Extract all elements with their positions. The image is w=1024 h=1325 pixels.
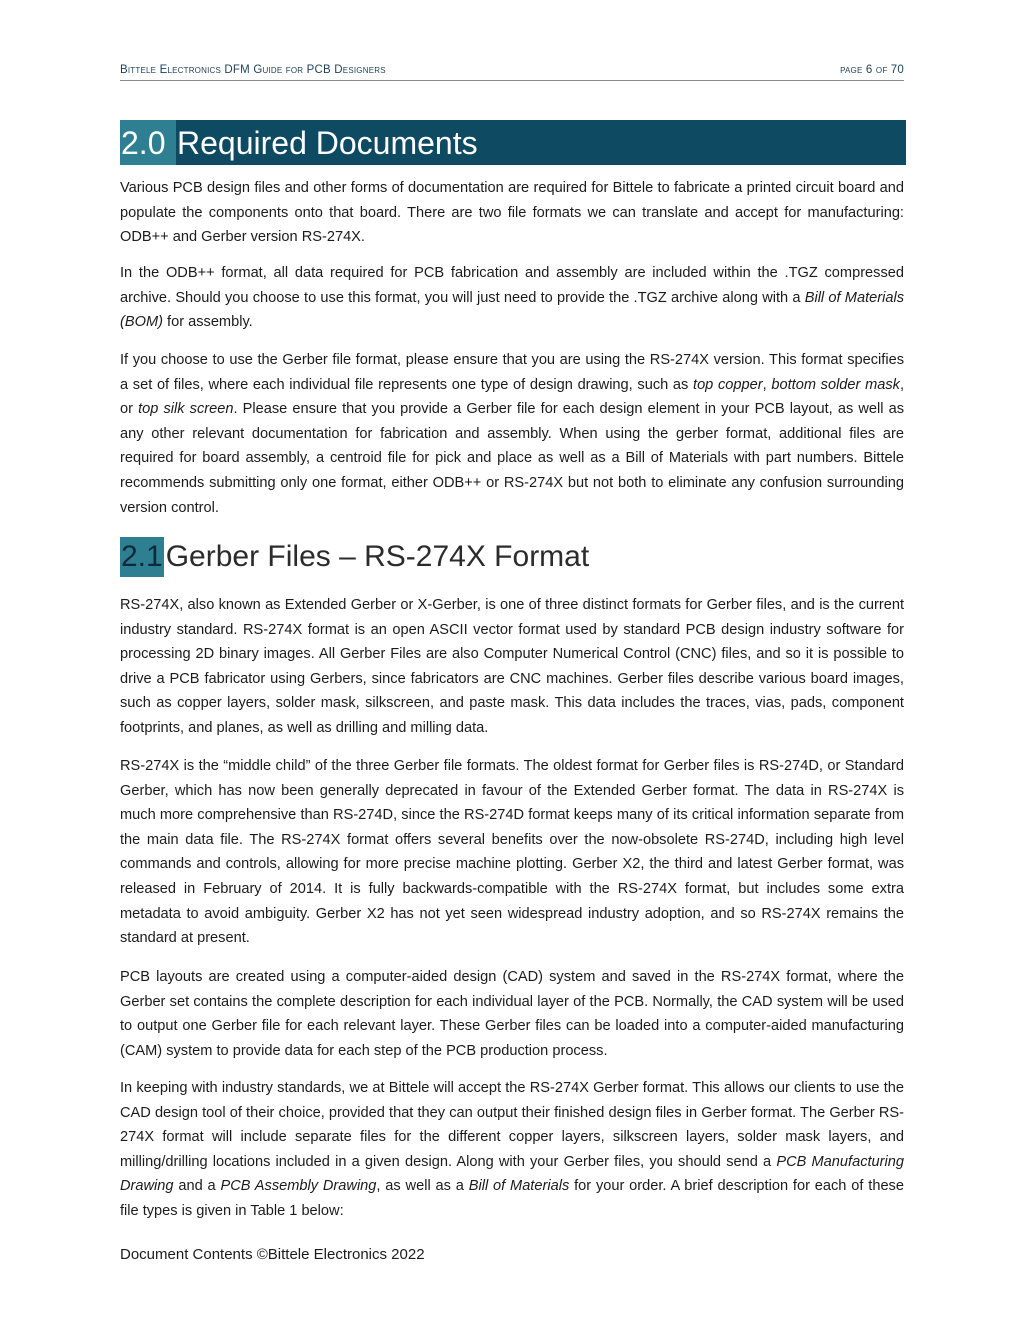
p7-text-1: In keeping with industry standards, we at Bittele will accept the RS-274X Gerber format. This allows our clients to use the CAD design tool of their choice, provided that they can output their finished design files in Gerber format. The Gerber RS-274X format will include separate files for the different copper layers, silkscreen layers, solder mask layers, and milling/drilling locations included in a given design. Along with your Gerber files, you should send a <box>120 1080 904 1170</box>
paragraph-odb <box>120 261 904 335</box>
paragraph-odb-text-2: for assembly. <box>162 314 253 331</box>
section-title: Required Documents <box>177 125 478 161</box>
p7-text-2: and a <box>173 1178 221 1195</box>
p7-text-4: for your order. A brief description for each of these file types is given in Table 1 below: <box>120 1178 904 1219</box>
p3-text-4: . Please ensure that you provide a Gerber file for each design element in your PCB layout, as well as any other relevant documentation for fabrication and assembly. When using the gerber format, additional files are required for board assembly, a centroid file for pick and place as well as a Bill of Materials with part numbers. Bittele recommends submitting only one format, either ODB++ or RS-274X but not both to eliminate any confusion surrounding version control. <box>120 401 905 516</box>
paragraph-standards <box>120 1076 904 1224</box>
paragraph-gerber-choice <box>120 348 904 520</box>
p7-em-assembly-drawing: PCB Assembly Drawing <box>220 1178 377 1195</box>
paragraph-middle-child: RS-274X is the “middle child” of the three Gerber file formats. The oldest format for Gerber files is RS-274D, or Standard Gerber, which has now been generally deprecated in favour of the Extended Gerber format. The data in RS-274X is much more comprehensive than RS-274D, since the RS-274D format keeps many of its critical information separate from the main data file. The RS-274X format offers several benefits over the now-obsolete RS-274D, including high level commands and controls, allowing for more precise machine plotting. Gerber X2, the third and latest Gerber format, was released in February of 2014. It is fully backwards-compatible with the RS-274X format, but includes some extra metadata to avoid ambiguity. Gerber X2 has not yet seen widespread industry adoption, and so RS-274X remains the standard at present. <box>120 758 904 947</box>
p7-em-bill-of-materials: Bill of Materials <box>468 1178 570 1195</box>
subsection-heading <box>120 537 589 577</box>
page-number: page 6 of 70 <box>840 64 904 76</box>
paragraph-cad: PCB layouts are created using a computer-aided design (CAD) system and saved in the RS-274X format, where the Gerber set contains the complete description for each individual layer of the PCB. Normally, the CAD system will be used to output one Gerber file for each relevant layer. These Gerber files can be loaded into a computer-aided manufacturing (CAM) system to provide data for each step of the PCB production process. <box>120 969 904 1059</box>
running-header <box>120 62 904 81</box>
subsection-number: 2.1 <box>120 537 164 577</box>
subsection-title: Gerber Files – RS-274X Format <box>165 540 590 573</box>
paragraph-odb-text-1: In the ODB++ format, all data required for PCB fabrication and assembly are included within the .TGZ compressed archive. Should you choose to use this format, you will just need to provide the .TGZ archive along with a <box>120 265 904 306</box>
p3-em-bottom-solder-mask: bottom solder mask <box>771 376 900 393</box>
paragraph-intro: Various PCB design files and other forms of documentation are required for Bittele to fabricate a printed circuit board and populate the components onto that board. There are two file formats we can translate and accept for manufacturing: ODB++ and Gerber version RS-274X. <box>120 180 904 246</box>
section-heading-banner <box>120 120 906 165</box>
p3-text-2: , <box>762 376 772 393</box>
p3-text-3: , or <box>120 376 905 418</box>
p3-em-top-silk-screen: top silk screen <box>138 401 234 418</box>
p7-text-3: , as well as a <box>376 1178 469 1195</box>
paragraph-rs274x-intro: RS-274X, also known as Extended Gerber or X-Gerber, is one of three distinct formats for Gerber files, and is the current industry standard. RS-274X format is an open ASCII vector format used by standard PCB design industry software for processing 2D binary images. All Gerber Files are also Computer Numerical Control (CNC) files, and so it is possible to drive a PCB fabricator using Gerbers, since fabricators are CNC machines. Gerber files describe various board images, such as copper layers, solder mask, silkscreen, and paste mask. This data includes the traces, vias, pads, component footprints, and planes, as well as drilling and milling data. <box>120 597 904 736</box>
p3-text-1: If you choose to use the Gerber file format, please ensure that you are using the RS-274X version. This format specifies a set of files, where each individual file represents one type of design drawing, such as <box>120 352 904 393</box>
p3-em-top-copper: top copper <box>693 376 763 393</box>
header-title: Bittele Electronics DFM Guide for PCB Designers <box>120 64 386 76</box>
page-footer: Document Contents ©Bittele Electronics 2022 <box>120 1246 425 1263</box>
section-number: 2.0 <box>120 120 176 165</box>
p7-em-manufacturing-drawing: PCB Manufacturing Drawing <box>120 1153 905 1195</box>
paragraph-odb-em-bom: Bill of Materials (BOM) <box>120 289 904 331</box>
